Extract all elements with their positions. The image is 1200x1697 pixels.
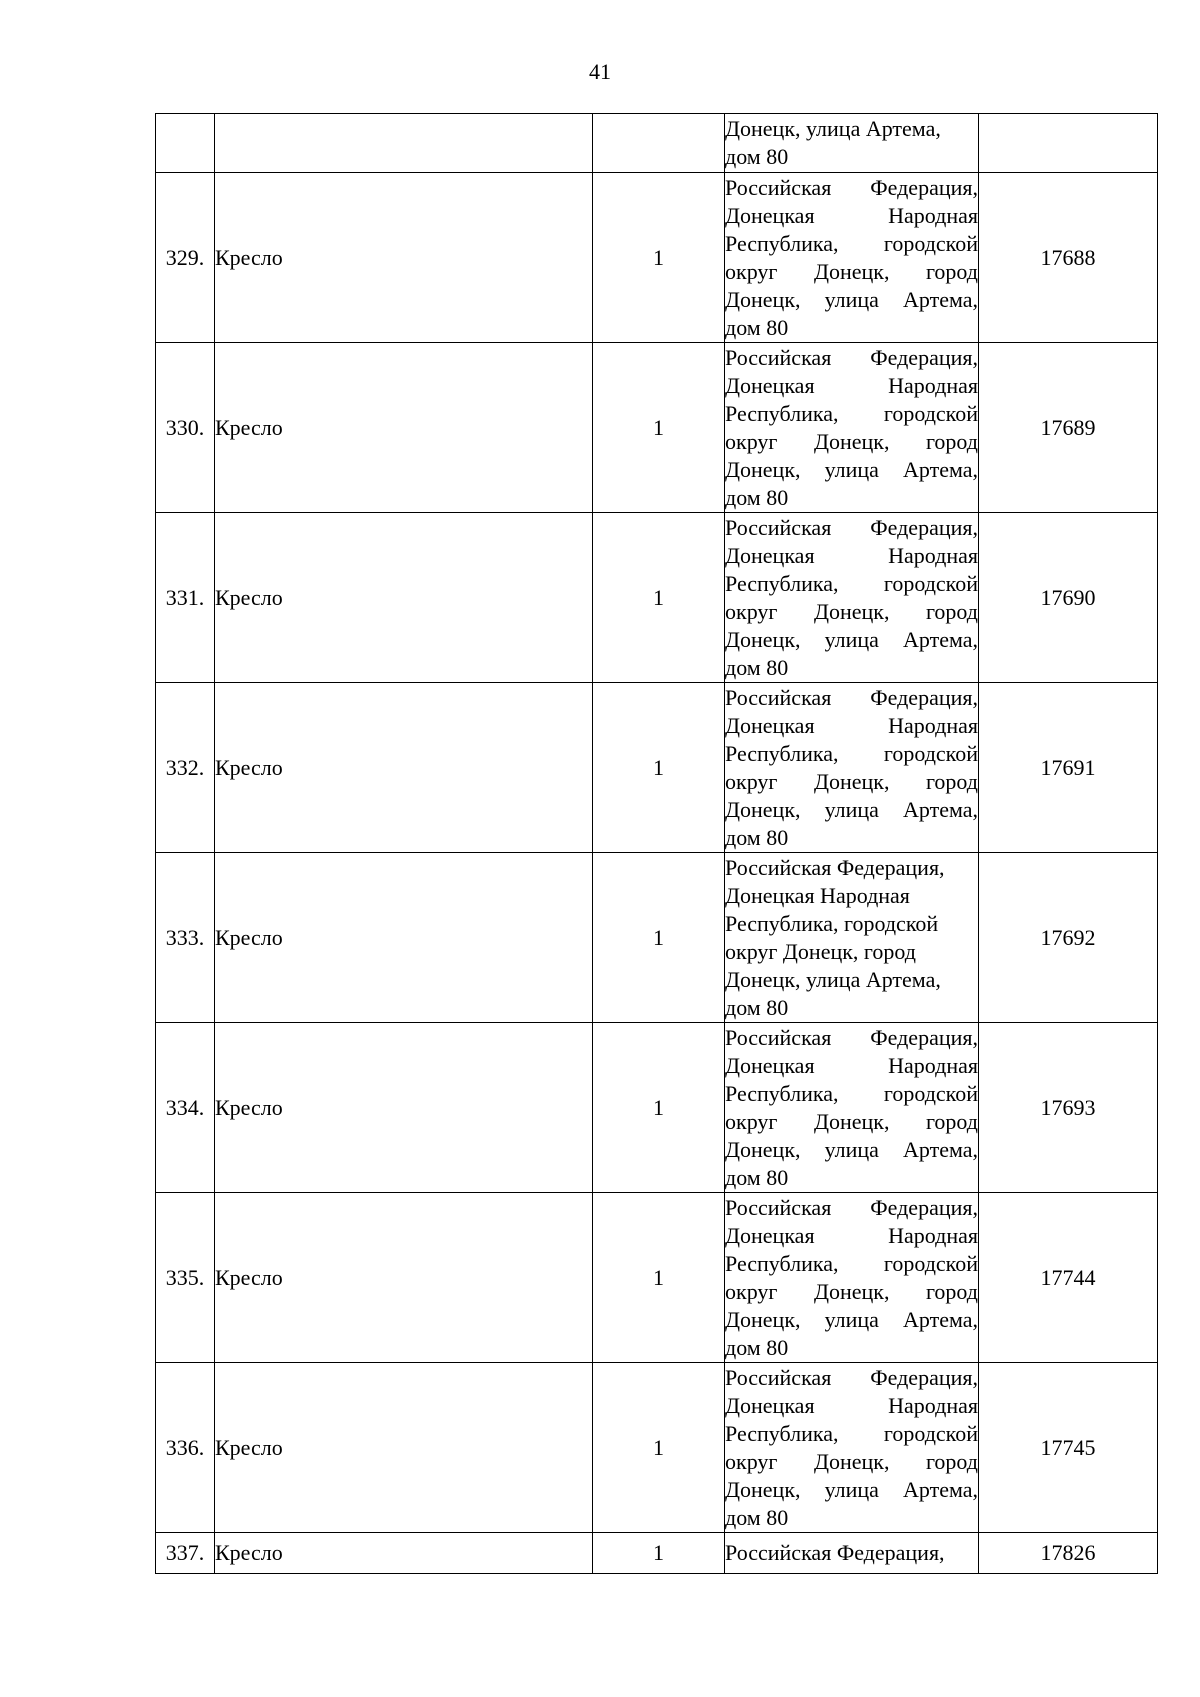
item-name: Кресло [215,343,593,513]
table-row [156,1193,1158,1363]
item-address: Российская Федерация, Донецкая Народная Республика, городской округ Донецк, город Донецк, улица Артема, дом 80 [725,343,979,513]
item-quantity [593,114,725,173]
item-quantity: 1 [593,173,725,343]
item-quantity: 1 [593,1193,725,1363]
item-name: Кресло [215,173,593,343]
inventory-number [979,114,1158,173]
inventory-number: 17826 [979,1533,1158,1574]
table-row [156,1363,1158,1533]
item-address: Российская Федерация, Донецкая Народная Республика, городской округ Донецк, город Донецк, улица Артема, дом 80 [725,1193,979,1363]
inventory-number: 17745 [979,1363,1158,1533]
table-row [156,513,1158,683]
inventory-number: 17693 [979,1023,1158,1193]
item-quantity: 1 [593,853,725,1023]
item-name: Кресло [215,1193,593,1363]
table-row [156,114,1158,173]
row-number: 337. [156,1533,215,1574]
item-address: Российская Федерация, Донецкая Народная Республика, городской округ Донецк, город Донецк, улица Артема, дом 80 [725,173,979,343]
item-name: Кресло [215,513,593,683]
table-row [156,343,1158,513]
inventory-number: 17689 [979,343,1158,513]
item-address: Российская Федерация, [725,1533,979,1574]
inventory-number: 17692 [979,853,1158,1023]
item-quantity: 1 [593,1533,725,1574]
inventory-number: 17688 [979,173,1158,343]
row-number: 335. [156,1193,215,1363]
item-name: Кресло [215,1533,593,1574]
item-name: Кресло [215,683,593,853]
item-quantity: 1 [593,1363,725,1533]
page-number: 41 [589,59,611,84]
row-number: 332. [156,683,215,853]
table-row [156,1533,1158,1574]
item-address: Донецк, улица Артема, дом 80 [725,114,979,173]
item-quantity: 1 [593,683,725,853]
inventory-number: 17744 [979,1193,1158,1363]
row-number: 329. [156,173,215,343]
table-row [156,1023,1158,1193]
row-number: 333. [156,853,215,1023]
item-address: Российская Федерация, Донецкая Народная Республика, городской округ Донецк, город Донецк, улица Артема, дом 80 [725,1023,979,1193]
row-number: 331. [156,513,215,683]
item-quantity: 1 [593,513,725,683]
item-address: Российская Федерация, Донецкая Народная Республика, городской округ Донецк, город Донецк, улица Артема, дом 80 [725,1363,979,1533]
item-address: Российская Федерация, Донецкая Народная Республика, городской округ Донецк, город Донецк, улица Артема, дом 80 [725,513,979,683]
item-address: Российская Федерация, Донецкая Народная Республика, городской округ Донецк, город Донецк, улица Артема, дом 80 [725,683,979,853]
row-number: 330. [156,343,215,513]
table-row [156,683,1158,853]
table-row [156,853,1158,1023]
table-row [156,173,1158,343]
inventory-number: 17691 [979,683,1158,853]
row-number [156,114,215,173]
item-quantity: 1 [593,343,725,513]
inventory-table [155,113,1158,1574]
item-name: Кресло [215,853,593,1023]
item-address: Российская Федерация, Донецкая Народная Республика, городской округ Донецк, город Донецк, улица Артема, дом 80 [725,853,979,1023]
item-name: Кресло [215,1363,593,1533]
inventory-number: 17690 [979,513,1158,683]
item-quantity: 1 [593,1023,725,1193]
row-number: 334. [156,1023,215,1193]
item-name [215,114,593,173]
item-name: Кресло [215,1023,593,1193]
row-number: 336. [156,1363,215,1533]
